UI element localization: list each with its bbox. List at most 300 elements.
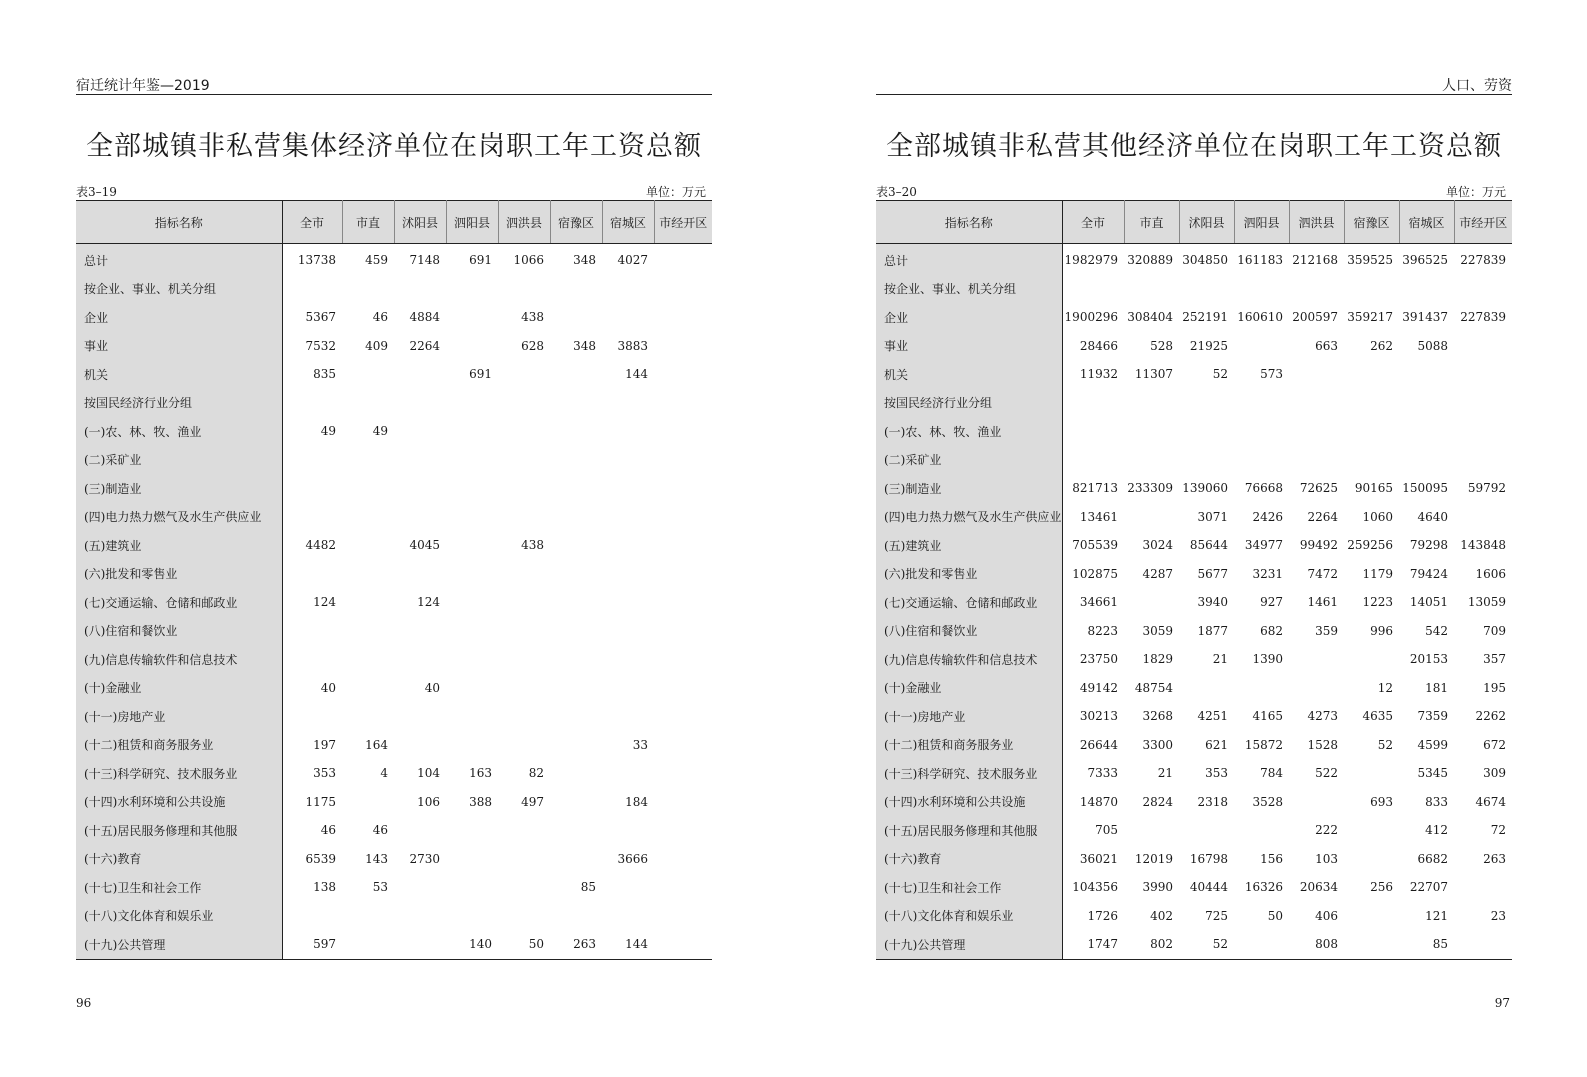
value-cell: 3300 — [1142, 737, 1173, 752]
value-cell: 7532 — [305, 338, 336, 353]
column-header: 宿城区 — [602, 201, 654, 244]
wage-table — [76, 200, 712, 960]
value-cell: 693 — [1370, 794, 1393, 809]
value-cell: 309 — [1483, 766, 1506, 781]
table-row — [876, 275, 1512, 304]
value-cell: 49142 — [1079, 680, 1118, 695]
table-row — [876, 902, 1512, 931]
value-cell — [1062, 417, 1124, 446]
value-cell — [394, 617, 446, 646]
value-cell — [654, 845, 712, 874]
row-label: (七)交通运输、仓储和邮政业 — [876, 588, 1062, 617]
value-cell — [1344, 645, 1399, 674]
table-row — [76, 759, 712, 788]
value-cell — [282, 560, 342, 589]
value-cell: 85 — [580, 880, 596, 895]
value-cell: 621 — [1205, 737, 1228, 752]
value-cell — [1454, 873, 1512, 902]
value-cell: 391437 — [1402, 310, 1448, 325]
value-cell — [342, 560, 394, 589]
value-cell — [394, 389, 446, 418]
value-cell: 181 — [1425, 680, 1448, 695]
value-cell: 821713 — [1072, 481, 1118, 496]
value-cell — [446, 816, 498, 845]
table-row — [76, 531, 712, 560]
value-cell — [654, 531, 712, 560]
value-cell — [654, 244, 712, 275]
value-cell — [498, 845, 550, 874]
value-cell: 1179 — [1362, 566, 1393, 581]
value-cell — [446, 332, 498, 361]
value-cell — [342, 360, 394, 389]
value-cell — [1289, 360, 1344, 389]
value-cell: 22707 — [1409, 880, 1448, 895]
column-header-indicator: 指标名称 — [76, 201, 282, 244]
value-cell — [602, 417, 654, 446]
row-label: (十四)水利环境和公共设施 — [76, 788, 282, 817]
unit-label: 单位：万元 — [645, 185, 706, 199]
value-cell — [1179, 816, 1234, 845]
value-cell: 304850 — [1182, 253, 1228, 268]
table-row — [876, 588, 1512, 617]
value-cell — [446, 531, 498, 560]
table-row — [76, 702, 712, 731]
value-cell: 663 — [1315, 338, 1338, 353]
value-cell: 4884 — [409, 310, 440, 325]
value-cell: 85644 — [1189, 538, 1228, 553]
value-cell: 705539 — [1072, 538, 1118, 553]
row-label: (十六)教育 — [876, 845, 1062, 874]
value-cell — [394, 645, 446, 674]
value-cell: 99492 — [1299, 538, 1338, 553]
value-cell — [602, 531, 654, 560]
value-cell: 357 — [1483, 652, 1506, 667]
value-cell — [446, 702, 498, 731]
value-cell: 4 — [380, 766, 388, 781]
value-cell: 222 — [1315, 823, 1338, 838]
value-cell — [654, 360, 712, 389]
value-cell: 3231 — [1252, 566, 1283, 581]
value-cell: 140 — [469, 937, 492, 952]
value-cell: 23 — [1490, 908, 1506, 923]
table-row — [76, 275, 712, 304]
table-row — [76, 674, 712, 703]
value-cell — [1454, 930, 1512, 959]
value-cell: 353 — [313, 766, 336, 781]
value-cell — [446, 474, 498, 503]
value-cell: 82 — [528, 766, 544, 781]
value-cell — [1124, 503, 1179, 532]
table-number: 表3–20 — [876, 185, 917, 199]
value-cell: 90165 — [1354, 481, 1393, 496]
value-cell: 103 — [1315, 851, 1338, 866]
value-cell: 33 — [632, 737, 648, 752]
value-cell: 3024 — [1142, 538, 1173, 553]
value-cell — [654, 560, 712, 589]
value-cell — [1289, 417, 1344, 446]
value-cell: 438 — [521, 538, 544, 553]
table-header-row — [76, 201, 712, 244]
column-header-indicator: 指标名称 — [876, 201, 1062, 244]
value-cell: 6682 — [1417, 851, 1448, 866]
value-cell — [342, 275, 394, 304]
value-cell — [342, 503, 394, 532]
value-cell — [1399, 275, 1454, 304]
value-cell: 28466 — [1079, 338, 1118, 353]
table-row — [876, 873, 1512, 902]
column-header: 宿豫区 — [1344, 201, 1399, 244]
value-cell — [550, 474, 602, 503]
value-cell — [342, 674, 394, 703]
row-label: 按国民经济行业分组 — [76, 389, 282, 418]
value-cell — [446, 645, 498, 674]
value-cell — [342, 645, 394, 674]
value-cell: 30213 — [1079, 709, 1118, 724]
value-cell: 808 — [1315, 937, 1338, 952]
value-cell: 691 — [469, 253, 492, 268]
value-cell: 402 — [1150, 908, 1173, 923]
value-cell — [282, 645, 342, 674]
value-cell: 12019 — [1134, 851, 1173, 866]
value-cell — [498, 360, 550, 389]
value-cell — [1454, 332, 1512, 361]
value-cell — [394, 503, 446, 532]
running-header — [76, 74, 712, 95]
value-cell — [550, 702, 602, 731]
value-cell: 406 — [1315, 908, 1338, 923]
value-cell — [1124, 275, 1179, 304]
table-row — [76, 645, 712, 674]
value-cell — [1344, 930, 1399, 959]
value-cell: 359525 — [1347, 253, 1393, 268]
value-cell: 1060 — [1362, 509, 1393, 524]
value-cell — [1399, 360, 1454, 389]
value-cell: 348 — [573, 338, 596, 353]
value-cell: 34977 — [1244, 538, 1283, 553]
value-cell — [1124, 446, 1179, 475]
value-cell: 49 — [320, 424, 336, 439]
value-cell — [1124, 588, 1179, 617]
value-cell — [1454, 360, 1512, 389]
value-cell — [1289, 788, 1344, 817]
value-cell: 144 — [625, 367, 648, 382]
value-cell: 4635 — [1362, 709, 1393, 724]
value-cell — [654, 902, 712, 931]
value-cell — [446, 275, 498, 304]
column-header: 全市 — [282, 201, 342, 244]
value-cell — [1179, 389, 1234, 418]
value-cell: 139060 — [1182, 481, 1228, 496]
value-cell — [550, 674, 602, 703]
value-cell — [342, 902, 394, 931]
row-label: 按国民经济行业分组 — [876, 389, 1062, 418]
value-cell — [1234, 674, 1289, 703]
value-cell — [446, 617, 498, 646]
value-cell — [394, 275, 446, 304]
value-cell: 26644 — [1079, 737, 1118, 752]
value-cell: 542 — [1425, 623, 1448, 638]
value-cell — [498, 902, 550, 931]
column-header: 市经开区 — [654, 201, 712, 244]
value-cell: 528 — [1150, 338, 1173, 353]
value-cell — [550, 902, 602, 931]
table-row — [76, 303, 712, 332]
value-cell: 263 — [1483, 851, 1506, 866]
value-cell — [1454, 275, 1512, 304]
value-cell: 3071 — [1197, 509, 1228, 524]
value-cell: 233309 — [1127, 481, 1173, 496]
value-cell — [498, 474, 550, 503]
table-row — [76, 617, 712, 646]
row-label: (十七)卫生和社会工作 — [76, 873, 282, 902]
value-cell: 163 — [469, 766, 492, 781]
value-cell: 7333 — [1087, 766, 1118, 781]
value-cell — [602, 474, 654, 503]
value-cell — [446, 446, 498, 475]
value-cell — [550, 645, 602, 674]
value-cell — [342, 930, 394, 959]
value-cell: 36021 — [1079, 851, 1118, 866]
column-header: 市直 — [342, 201, 394, 244]
table-row — [876, 674, 1512, 703]
column-header: 沭阳县 — [1179, 201, 1234, 244]
value-cell — [602, 617, 654, 646]
value-cell: 2824 — [1142, 794, 1173, 809]
value-cell — [1344, 417, 1399, 446]
value-cell: 156 — [1260, 851, 1283, 866]
value-cell: 79298 — [1409, 538, 1448, 553]
value-cell: 1175 — [305, 794, 336, 809]
row-label: (三)制造业 — [876, 474, 1062, 503]
row-label: (十七)卫生和社会工作 — [876, 873, 1062, 902]
value-cell: 4045 — [409, 538, 440, 553]
table-title: 全部城镇非私营其他经济单位在岗职工年工资总额 — [886, 131, 1502, 162]
value-cell: 802 — [1150, 937, 1173, 952]
value-cell: 164 — [365, 737, 388, 752]
value-cell — [654, 588, 712, 617]
value-cell — [498, 417, 550, 446]
value-cell: 784 — [1260, 766, 1283, 781]
value-cell — [1062, 446, 1124, 475]
value-cell — [550, 845, 602, 874]
row-label: (十九)公共管理 — [876, 930, 1062, 959]
value-cell: 725 — [1205, 908, 1228, 923]
value-cell — [654, 446, 712, 475]
table-row — [876, 360, 1512, 389]
table-row — [76, 360, 712, 389]
value-cell — [654, 303, 712, 332]
value-cell — [550, 788, 602, 817]
value-cell: 104 — [417, 766, 440, 781]
value-cell — [1399, 417, 1454, 446]
value-cell: 2730 — [409, 851, 440, 866]
value-cell — [446, 674, 498, 703]
value-cell: 124 — [417, 595, 440, 610]
value-cell: 52 — [1212, 367, 1228, 382]
value-cell: 11932 — [1079, 367, 1118, 382]
row-label: (十八)文化体育和娱乐业 — [876, 902, 1062, 931]
value-cell — [1344, 446, 1399, 475]
value-cell — [446, 873, 498, 902]
value-cell: 5367 — [305, 310, 336, 325]
value-cell — [1062, 275, 1124, 304]
value-cell — [550, 275, 602, 304]
table-row — [876, 645, 1512, 674]
value-cell: 1747 — [1087, 937, 1118, 952]
row-label: 事业 — [876, 332, 1062, 361]
table-row — [76, 244, 712, 275]
table-row — [76, 503, 712, 532]
value-cell — [1179, 674, 1234, 703]
value-cell: 5677 — [1197, 566, 1228, 581]
table-row — [76, 560, 712, 589]
value-cell — [1454, 503, 1512, 532]
value-cell: 4273 — [1307, 709, 1338, 724]
value-cell — [654, 816, 712, 845]
value-cell — [1289, 674, 1344, 703]
value-cell — [342, 474, 394, 503]
value-cell: 52 — [1212, 937, 1228, 952]
column-header: 市经开区 — [1454, 201, 1512, 244]
value-cell: 348 — [573, 253, 596, 268]
value-cell: 4674 — [1475, 794, 1506, 809]
value-cell: 72625 — [1299, 481, 1338, 496]
value-cell — [654, 275, 712, 304]
table-row — [76, 873, 712, 902]
value-cell: 3940 — [1197, 595, 1228, 610]
value-cell: 13059 — [1467, 595, 1506, 610]
value-cell — [602, 446, 654, 475]
value-cell: 3883 — [617, 338, 648, 353]
value-cell — [1289, 645, 1344, 674]
value-cell — [1454, 417, 1512, 446]
row-label: (六)批发和零售业 — [876, 560, 1062, 589]
value-cell: 1877 — [1197, 623, 1228, 638]
row-label: (二)采矿业 — [76, 446, 282, 475]
row-label: (十八)文化体育和娱乐业 — [76, 902, 282, 931]
value-cell — [446, 503, 498, 532]
value-cell — [282, 474, 342, 503]
value-cell — [446, 303, 498, 332]
value-cell — [602, 759, 654, 788]
page-number: 96 — [76, 996, 92, 1010]
value-cell — [282, 389, 342, 418]
value-cell — [394, 446, 446, 475]
value-cell — [1344, 275, 1399, 304]
value-cell: 252191 — [1182, 310, 1228, 325]
value-cell — [342, 788, 394, 817]
row-label: (十六)教育 — [76, 845, 282, 874]
value-cell: 138 — [313, 880, 336, 895]
row-label: (八)住宿和餐饮业 — [876, 617, 1062, 646]
value-cell: 263 — [573, 937, 596, 952]
value-cell: 8223 — [1087, 623, 1118, 638]
value-cell: 160610 — [1237, 310, 1283, 325]
value-cell: 161183 — [1237, 253, 1283, 268]
value-cell — [446, 902, 498, 931]
value-cell: 3666 — [617, 851, 648, 866]
value-cell: 5088 — [1417, 338, 1448, 353]
value-cell: 1066 — [513, 253, 544, 268]
value-cell: 1606 — [1475, 566, 1506, 581]
row-label: (十一)房地产业 — [876, 702, 1062, 731]
value-cell: 52 — [1377, 737, 1393, 752]
row-label: (五)建筑业 — [876, 531, 1062, 560]
table-row — [76, 902, 712, 931]
value-cell: 597 — [313, 937, 336, 952]
value-cell: 522 — [1315, 766, 1338, 781]
row-label: (十二)租赁和商务服务业 — [76, 731, 282, 760]
column-header: 全市 — [1062, 201, 1124, 244]
value-cell: 7359 — [1417, 709, 1448, 724]
value-cell — [282, 617, 342, 646]
value-cell: 359 — [1315, 623, 1338, 638]
value-cell — [394, 873, 446, 902]
row-label: (五)建筑业 — [76, 531, 282, 560]
column-header: 宿城区 — [1399, 201, 1454, 244]
value-cell — [654, 645, 712, 674]
value-cell — [654, 930, 712, 959]
value-cell: 46 — [372, 823, 388, 838]
value-cell: 835 — [313, 367, 336, 382]
value-cell — [498, 275, 550, 304]
value-cell: 320889 — [1127, 253, 1173, 268]
value-cell: 927 — [1260, 595, 1283, 610]
row-label: (十三)科学研究、技术服务业 — [876, 759, 1062, 788]
value-cell: 40 — [424, 680, 440, 695]
value-cell: 672 — [1483, 737, 1506, 752]
value-cell — [498, 702, 550, 731]
row-label: 总计 — [876, 244, 1062, 275]
table-number: 表3–19 — [76, 185, 117, 199]
table-row — [876, 560, 1512, 589]
table-row — [76, 845, 712, 874]
value-cell: 412 — [1425, 823, 1448, 838]
value-cell — [1399, 389, 1454, 418]
value-cell — [602, 560, 654, 589]
value-cell — [342, 531, 394, 560]
value-cell: 682 — [1260, 623, 1283, 638]
value-cell: 5345 — [1417, 766, 1448, 781]
value-cell — [446, 389, 498, 418]
value-cell: 2262 — [1475, 709, 1506, 724]
value-cell: 143848 — [1460, 538, 1506, 553]
row-label: 按企业、事业、机关分组 — [76, 275, 282, 304]
table-row — [876, 930, 1512, 959]
table-row — [76, 474, 712, 503]
row-label: (十二)租赁和商务服务业 — [876, 731, 1062, 760]
value-cell: 59792 — [1467, 481, 1506, 496]
unit-label: 单位：万元 — [1445, 185, 1506, 199]
value-cell — [342, 446, 394, 475]
chapter-title: 人口、劳资 — [1442, 78, 1512, 94]
column-header: 泗洪县 — [1289, 201, 1344, 244]
column-header: 沭阳县 — [394, 201, 446, 244]
value-cell — [550, 759, 602, 788]
value-cell: 308404 — [1127, 310, 1173, 325]
value-cell: 34661 — [1079, 595, 1118, 610]
value-cell: 46 — [372, 310, 388, 325]
value-cell — [654, 389, 712, 418]
value-cell: 259256 — [1347, 538, 1393, 553]
value-cell — [1454, 446, 1512, 475]
value-cell — [654, 759, 712, 788]
value-cell — [1124, 417, 1179, 446]
row-label: (十)金融业 — [876, 674, 1062, 703]
row-label: 按企业、事业、机关分组 — [876, 275, 1062, 304]
value-cell — [654, 617, 712, 646]
value-cell: 1726 — [1087, 908, 1118, 923]
